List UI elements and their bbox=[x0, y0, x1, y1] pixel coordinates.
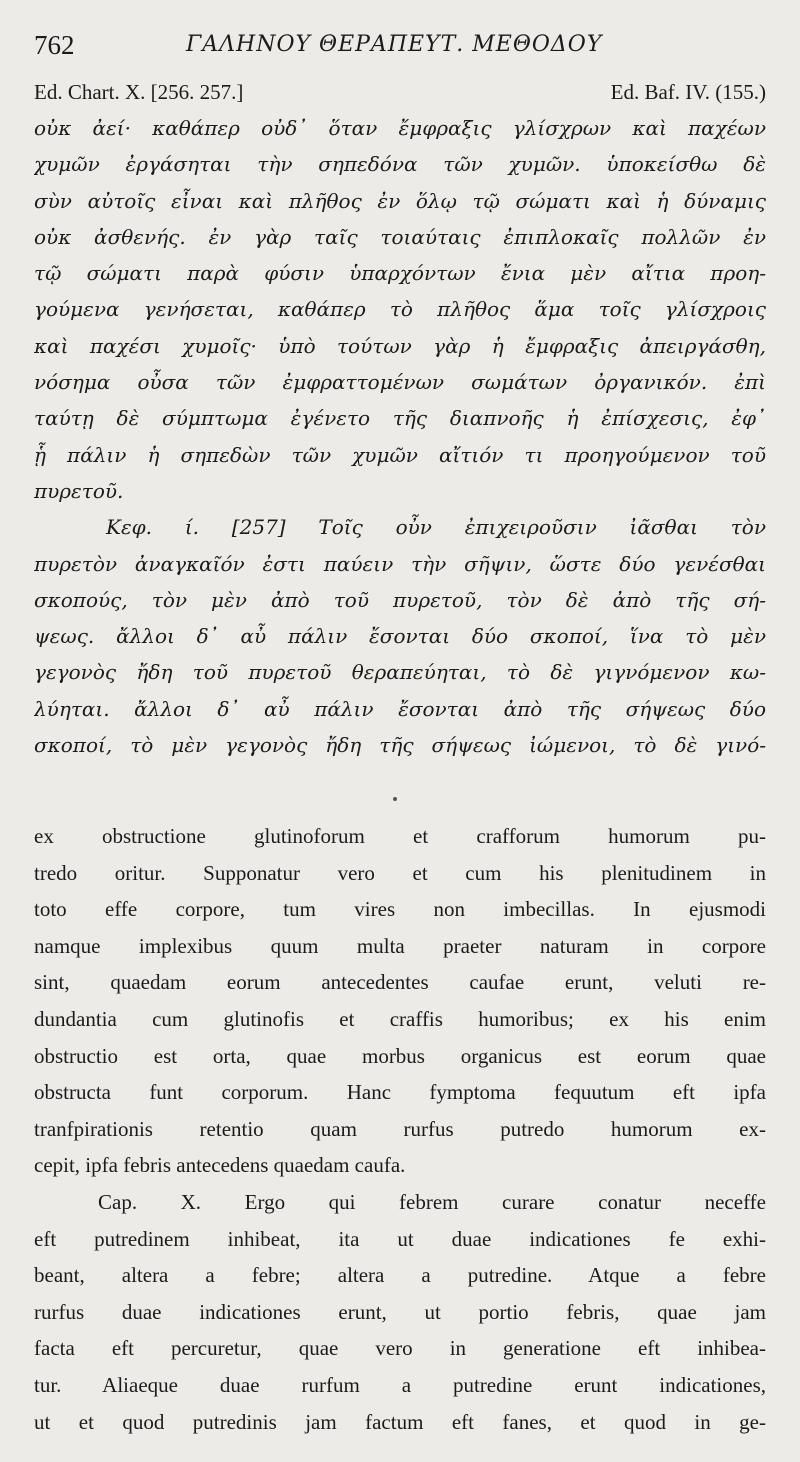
latin-line: rurfus duae indicationes erunt, ut portio febris, quae jam bbox=[34, 1299, 766, 1324]
latin-line: obstructio est orta, quae morbus organicus est eorum quae bbox=[34, 1043, 766, 1068]
greek-line: τῷ σώματι παρὰ φύσιν ὑπαρχόντων ἔνια μὲν αἴτια προη- bbox=[34, 261, 766, 286]
edition-chart-reference: Ed. Chart. X. [256. 257.] bbox=[34, 80, 244, 104]
latin-line: dundantia cum glutinofis et craffis humoribus; ex his enim bbox=[34, 1006, 766, 1031]
latin-line: tur. Aliaeque duae rurfum a putredine erunt indicationes, bbox=[34, 1372, 766, 1397]
latin-line: beant, altera a febre; altera a putredine. Atque a febre bbox=[34, 1263, 766, 1288]
edition-reference-line bbox=[34, 80, 766, 108]
latin-line: ut et quod putredinis jam factum eft fanes, et quod in ge- bbox=[34, 1409, 766, 1434]
latin-line: toto effe corpore, tum vires non imbecillas. In ejusmodi bbox=[34, 897, 766, 922]
running-title: ΓΑΛΗΝΟΥ ΘΕΡΑΠΕΥΤ. ΜΕΘΟΔΟΥ bbox=[186, 32, 603, 57]
greek-line: νόσημα οὖσα τῶν ἐμφραττομένων σωμάτων ὀργανικόν. ἐπὶ bbox=[34, 370, 766, 395]
greek-line: οὐκ ἀεί· καθάπερ οὐδ᾽ ὅταν ἔμφραξις γλίσχρων καὶ παχέων bbox=[34, 116, 766, 140]
greek-line: οὐκ ἀσθενής. ἐν γὰρ ταῖς τοιαύταις ἐπιπλοκαῖς πολλῶν ἐν bbox=[34, 224, 766, 249]
greek-chapter-heading-line: Κεφ. ί. [257] Τοῖς οὖν ἐπιχειροῦσιν ἰᾶσθαι τὸν bbox=[106, 515, 766, 540]
greek-line: γούμενα γενήσεται, καθάπερ τὸ πλῆθος ἅμα τοῖς γλίσχροις bbox=[34, 297, 766, 322]
latin-line: facta eft percuretur, quae vero in generatione eft inhibea- bbox=[34, 1336, 766, 1361]
running-head bbox=[34, 30, 774, 66]
greek-line: χυμῶν ἐργάσηται τὴν σηπεδόνα τῶν χυμῶν. ὑποκείσθω δὲ bbox=[34, 152, 766, 177]
latin-line: obstructa funt corporum. Hanc fymptoma fequutum eft ipfa bbox=[34, 1080, 766, 1105]
latin-line: ex obstructione glutinoforum et crafforum humorum pu- bbox=[34, 824, 766, 848]
latin-line: eft putredinem inhibeat, ita ut duae indicationes fe exhi- bbox=[34, 1226, 766, 1251]
greek-line: ταύτῃ δὲ σύμπτωμα ἐγένετο τῆς διαπνοῆς ἡ ἐπίσχεσις, ἐφ᾽ bbox=[34, 406, 766, 431]
greek-line: ᾗ πάλιν ἡ σηπεδὼν τῶν χυμῶν αἴτιόν τι προηγούμενον τοῦ bbox=[34, 442, 766, 467]
greek-line: λύηται. ἄλλοι δ᾽ αὖ πάλιν ἔσονται ἀπὸ τῆς σήψεως δύο bbox=[34, 696, 766, 721]
latin-chapter-heading-line: Cap. X. Ergo qui febrem curare conatur neceffe bbox=[98, 1189, 766, 1214]
greek-line: ψεως. ἄλλοι δ᾽ αὖ πάλιν ἔσονται δύο σκοποί, ἵνα τὸ μὲν bbox=[34, 624, 766, 649]
latin-line: cepit, ipfa febris antecedens quaedam caufa. bbox=[34, 1153, 406, 1178]
greek-line: σκοποί, τὸ μὲν γεγονὸς ἤδη τῆς σήψεως ἰώμενοι, τὸ δὲ γινό- bbox=[34, 733, 766, 758]
greek-line: πυρετὸν ἀναγκαῖόν ἐστι παύειν τὴν σῆψιν, ὥστε δύο γενέσθαι bbox=[34, 551, 766, 576]
greek-line: σκοπούς, τὸν μὲν ἀπὸ τοῦ πυρετοῦ, τὸν δὲ ἀπὸ τῆς σή- bbox=[34, 587, 766, 612]
latin-line: namque implexibus quum multa praeter naturam in corpore bbox=[34, 933, 766, 958]
greek-line: πυρετοῦ. bbox=[34, 478, 124, 503]
edition-basel-reference: Ed. Baf. IV. (155.) bbox=[610, 80, 766, 104]
greek-line: καὶ παχέσι χυμοῖς· ὑπὸ τούτων γὰρ ἡ ἔμφραξις ἀπειργάσθη, bbox=[34, 333, 766, 358]
latin-line: sint, quaedam eorum antecedentes caufae erunt, veluti re- bbox=[34, 970, 766, 995]
greek-line: σὺν αὐτοῖς εἶναι καὶ πλῆθος ἐν ὅλῳ τῷ σώματι καὶ ἡ δύναμις bbox=[34, 188, 766, 213]
latin-line: tredo oritur. Supponatur vero et cum his plenitudinem in bbox=[34, 860, 766, 885]
latin-line: tranfpirationis retentio quam rurfus putredo humorum ex- bbox=[34, 1116, 766, 1141]
page-number: 762 bbox=[34, 30, 75, 60]
greek-text-block bbox=[34, 110, 766, 763]
latin-text-block bbox=[34, 818, 766, 1440]
greek-line: γεγονὸς ἤδη τοῦ πυρετοῦ θεραπεύηται, τὸ δὲ γιγνόμενον κω- bbox=[34, 660, 766, 685]
ink-speck bbox=[393, 797, 397, 801]
